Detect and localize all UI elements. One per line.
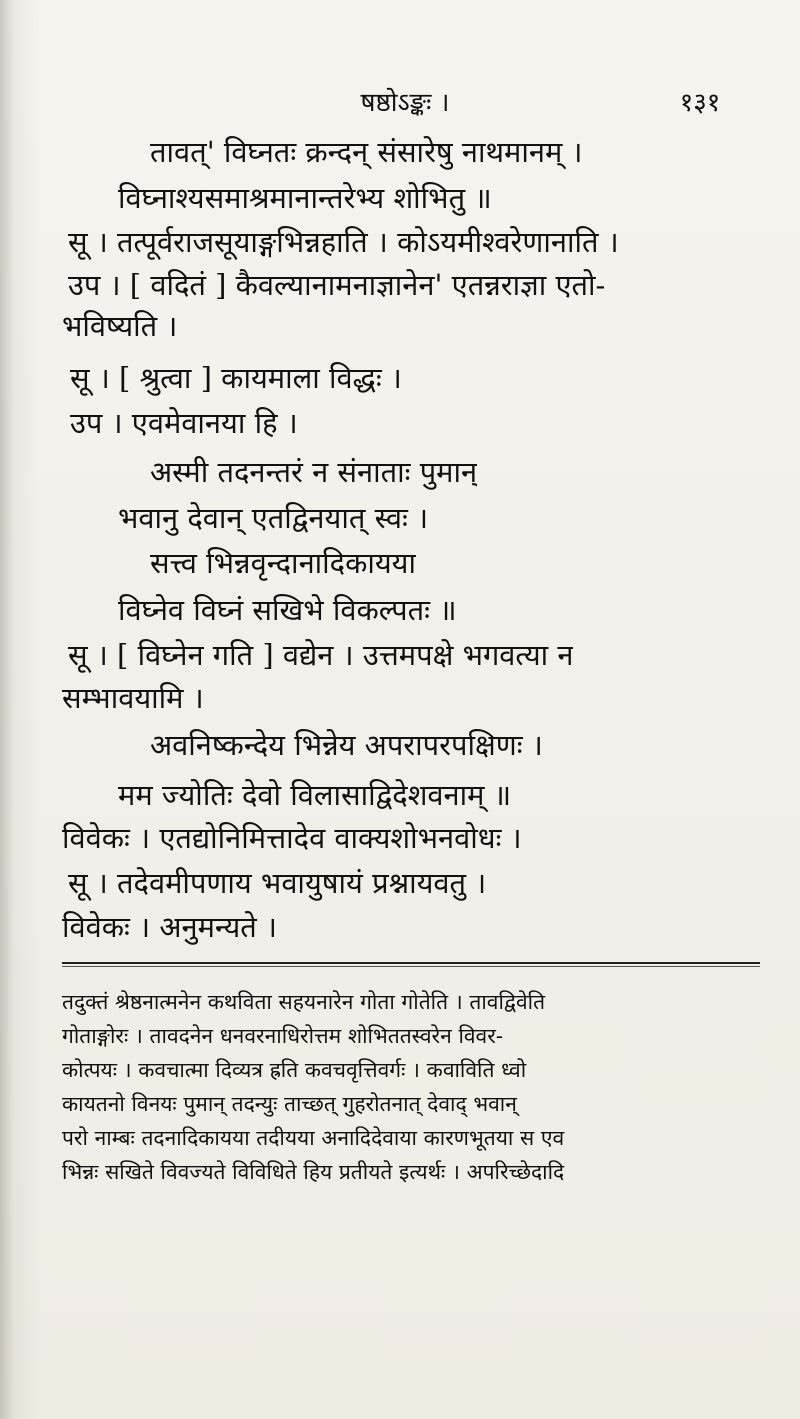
dialogue-line: विवेकः । एतद्योनिमित्तादेव वाक्यशोभनवोधः ।: [62, 821, 522, 855]
page-number: १३१: [679, 88, 721, 118]
dialogue-continuation: सम्भावयामि ।: [62, 681, 204, 715]
footnote-rule: [62, 962, 760, 964]
dialogue-line: उप । एवमेवानया हि ।: [70, 406, 298, 440]
verse-line: तावत्' विघ्नतः क्रन्दन् संसारेषु नाथमानम् ।: [150, 135, 583, 169]
dialogue-line: सू । तदेवमीपणाय भवायुषायं प्रश्नायवतु ।: [68, 866, 487, 900]
footnote-line: कोत्पयः । कवचात्मा दिव्यत्र ह्रति कवचवृत्तिवर्गः । कवाविति ध्वो: [62, 1058, 527, 1082]
verse-line: भवानु देवान् एतद्विनयात् स्वः ।: [118, 501, 429, 535]
dialogue-line: सू । तत्पूर्वराजसूयाङ्गभिन्नहाति । कोऽयमीश्वरेणानाति ।: [68, 225, 619, 259]
footnote-line: गोताङ्गोरः । तावदनेन धनवरनाधिरोत्तम शोभिततस्वरेन विवर-: [62, 1024, 503, 1048]
dialogue-line: सू । [ श्रुत्वा ] कायमाला विद्धः ।: [70, 361, 402, 395]
footnote-line: कायतनो विनयः पुमान् तदन्युः ताच्छत् गुहरोतनात् देवाद् भवान्: [62, 1092, 517, 1116]
footnote-line: तदुक्तं श्रेष्ठनात्मनेन कथविता सहयनारेन गोता गोतेति । तावद्विवेति: [62, 990, 546, 1014]
running-head-title: षष्ठोऽङ्कः ।: [360, 88, 450, 118]
footnote-line: परो नाम्बः तदनादिकायया तदीयया अनादिदेवाया कारणभूतया स एव: [62, 1126, 565, 1150]
dialogue-continuation: भविष्यति ।: [62, 309, 178, 343]
dialogue-line: उप । [ वदितं ] कैवल्यानामनाज्ञानेन' एतन्नराज्ञा एतो-: [68, 268, 606, 302]
footnote-line: भिन्नः सखिते विवज्यते विविधिते हिय प्रतीयते इत्यर्थः । अपरिच्छेदादि: [62, 1160, 565, 1184]
verse-line: अस्मी तदनन्तरं न संनाताः पुमान्: [150, 455, 478, 489]
verse-line: विघ्नाश्यसमाश्रमानान्तरेभ्य शोभितु ॥: [118, 181, 492, 215]
footnote-rule-secondary: [62, 966, 760, 967]
verse-line: मम ज्योतिः देवो विलासाद्विदेशवनाम् ॥: [118, 778, 512, 812]
verse-line: सत्त्व भिन्नवृन्दानादिकायया: [150, 546, 417, 580]
dialogue-line: विवेकः । अनुमन्यते ।: [62, 910, 278, 944]
verse-line: अवनिष्कन्देय भिन्नेय अपरापरपक्षिणः ।: [150, 728, 543, 762]
dialogue-line: सू । [ विघ्नेन गति ] वद्येन । उत्तमपक्षे भगवत्या न: [68, 638, 574, 672]
verse-line: विघ्नेव विघ्नं सखिभे विकल्पतः ॥: [118, 593, 457, 627]
